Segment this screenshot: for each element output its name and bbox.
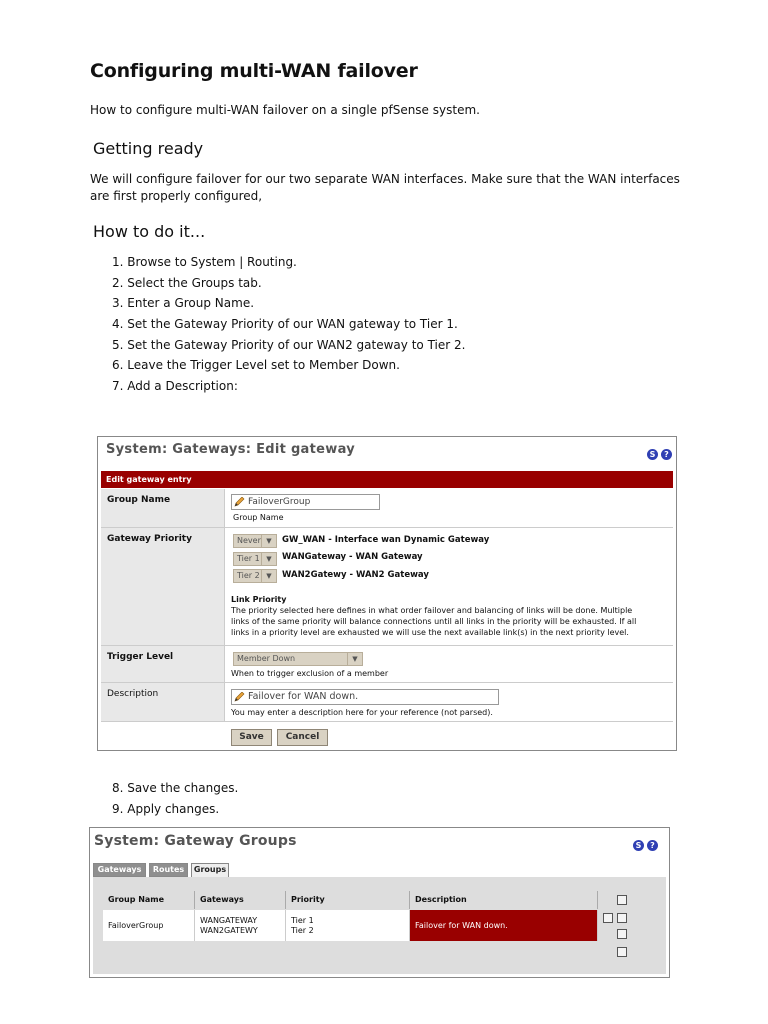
trigger-level-label: Trigger Level	[101, 646, 225, 682]
table-cell-group-name: FailoverGroup	[103, 910, 195, 941]
gateway-name: GW_WAN - Interface wan Dynamic Gateway	[282, 535, 490, 545]
gateway-priority-row	[101, 528, 673, 646]
help-icons	[630, 833, 658, 852]
section-how-to: How to do it...	[93, 222, 206, 241]
list-item: 8. Save the changes.	[112, 781, 239, 795]
document-title: Configuring multi-WAN failover	[90, 60, 418, 82]
chevron-down-icon: ▼	[261, 553, 276, 565]
tier-select-wan2gatewy[interactable]	[233, 569, 277, 583]
steps-list	[112, 252, 465, 397]
column-header: Gateways	[195, 891, 286, 909]
trigger-level-hint: When to trigger exclusion of a member	[231, 669, 389, 678]
add-icon[interactable]	[617, 895, 627, 905]
list-item: 4. Set the Gateway Priority of our WAN gateway to Tier 1.	[112, 317, 458, 332]
help-icon[interactable]: ?	[661, 449, 672, 460]
tab-gateways[interactable]: Gateways	[93, 863, 146, 877]
settings-icon[interactable]: S	[633, 840, 644, 851]
pencil-icon	[234, 692, 245, 702]
list-item: 2. Select the Groups tab.	[112, 275, 262, 290]
help-icon[interactable]: ?	[647, 840, 658, 851]
tab-routes[interactable]: Routes	[149, 863, 188, 877]
link-priority-text: links of the same priority will balance connections until all links in the priority will be exhausted. If all	[231, 617, 637, 626]
section-header: Edit gateway entry	[101, 471, 673, 488]
list-item: 6. Leave the Trigger Level set to Member Down.	[112, 358, 400, 373]
gateway-name: WAN2Gatewy - WAN2 Gateway	[282, 570, 429, 580]
list-item: 1. Browse to System | Routing.	[112, 255, 297, 269]
chevron-down-icon: ▼	[347, 653, 362, 665]
table-cell-description: Failover for WAN down.	[410, 910, 598, 941]
link-priority-text: The priority selected here defines in what order failover and balancing of links will be done. Multiple	[231, 606, 633, 615]
trigger-level-select[interactable]	[233, 652, 363, 666]
gateway-groups-panel	[89, 827, 670, 978]
group-name-value: FailoverGroup	[248, 497, 311, 507]
help-icons	[644, 442, 672, 461]
chevron-down-icon: ▼	[261, 535, 276, 547]
steps-list-continued	[112, 778, 238, 819]
tier-select-wangateway[interactable]	[233, 552, 277, 566]
group-name-row	[101, 489, 673, 528]
column-header: Description	[410, 891, 598, 909]
link-priority-text: links in a priority level are exhausted we will use the next available link(s) in the next priority level.	[231, 628, 629, 637]
settings-icon[interactable]: S	[647, 449, 658, 460]
list-item: 5. Set the Gateway Priority of our WAN2 gateway to Tier 2.	[112, 337, 466, 352]
description-row	[101, 683, 673, 722]
gateway-value: WANGATEWAY	[200, 916, 258, 925]
pencil-icon	[234, 497, 245, 507]
description-value: Failover for WAN down.	[248, 691, 359, 702]
edit-icon[interactable]	[617, 913, 627, 923]
edit-gateway-panel	[97, 436, 677, 751]
description-label: Description	[101, 683, 225, 721]
intro-text: How to configure multi-WAN failover on a single pfSense system.	[90, 103, 480, 117]
cancel-button[interactable]: Cancel	[277, 729, 328, 746]
trigger-level-value: Member Down	[237, 654, 296, 663]
add-icon[interactable]	[617, 947, 627, 957]
panel-title: System: Gateway Groups	[94, 833, 297, 849]
gateway-priority-label: Gateway Priority	[101, 528, 225, 645]
description-input[interactable]	[231, 689, 499, 705]
delete-icon[interactable]	[617, 929, 627, 939]
table-cell-gateways	[195, 910, 286, 941]
column-header: Group Name	[103, 891, 195, 909]
gateway-value: WAN2GATEWY	[200, 926, 258, 935]
tier-value: Never	[237, 536, 261, 545]
list-item: 9. Apply changes.	[112, 801, 220, 816]
chevron-down-icon: ▼	[261, 570, 276, 582]
tier-value: Tier 1	[237, 554, 260, 563]
trigger-level-row	[101, 646, 673, 683]
section-getting-ready: Getting ready	[93, 139, 204, 158]
description-hint: You may enter a description here for your reference (not parsed).	[231, 708, 493, 717]
list-item: 7. Add a Description:	[112, 379, 238, 394]
tier-select-gw-wan[interactable]	[233, 534, 277, 548]
priority-value: Tier 1	[291, 916, 314, 925]
gateway-name: WANGateway - WAN Gateway	[282, 552, 423, 562]
table-cell-priority	[286, 910, 410, 941]
column-header: Priority	[286, 891, 410, 909]
link-priority-title: Link Priority	[231, 595, 287, 604]
panel-title: System: Gateways: Edit gateway	[106, 442, 356, 457]
move-icon[interactable]	[603, 913, 613, 923]
tab-groups[interactable]: Groups	[191, 863, 229, 878]
group-name-label: Group Name	[101, 489, 225, 527]
group-name-hint: Group Name	[233, 513, 284, 522]
list-item: 3. Enter a Group Name.	[112, 296, 255, 311]
group-name-input[interactable]	[231, 494, 380, 510]
priority-value: Tier 2	[291, 926, 314, 935]
getting-ready-text: We will configure failover for our two separate WAN interfaces. Make sure that the WAN interfaces are first properly configured,	[90, 172, 680, 203]
groups-table-area	[93, 877, 666, 974]
tier-value: Tier 2	[237, 571, 260, 580]
save-button[interactable]: Save	[231, 729, 272, 746]
